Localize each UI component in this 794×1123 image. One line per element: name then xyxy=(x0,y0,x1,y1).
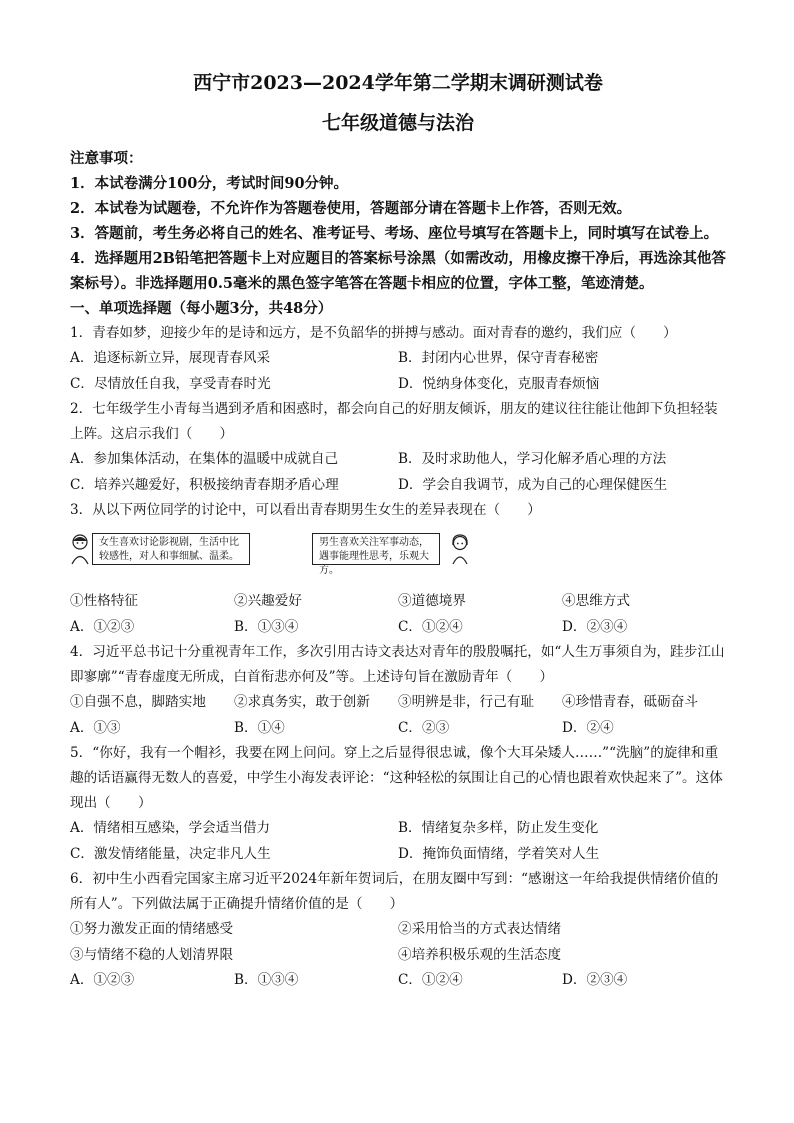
option-d: D．②④ xyxy=(562,719,614,736)
option-d: D．悦纳身体变化，克服青春烦恼 xyxy=(398,375,600,392)
boy-student-icon xyxy=(70,533,90,565)
notice-item-4: 4．选择题用2B铅笔把答题卡上对应题目的答案标号涂黑（如需改动，用橡皮擦干净后，再选涂其他答案标号）。非选择题用0.5毫米的黑色签字笔答在答题卡相应的位置，字体工整，笔迹清楚。 xyxy=(70,250,726,292)
option-b: B．①④ xyxy=(234,719,285,736)
statement-row xyxy=(70,943,726,969)
option-d: D．掩饰负面情绪，学着笑对人生 xyxy=(398,845,600,862)
exam-title: 西宁市2023—2024学年第二学期末调研测试卷 xyxy=(193,72,603,94)
section-heading: 一、单项选择题（每小题3分，共48分） xyxy=(70,300,333,317)
dialogue-figure xyxy=(70,527,726,585)
option-b: B．封闭内心世界，保守青春秘密 xyxy=(398,350,599,366)
statement-1: ①自强不息，脚踏实地 xyxy=(70,694,206,710)
option-d: D．②③④ xyxy=(562,972,628,988)
option-row xyxy=(70,372,726,398)
exam-subtitle: 七年级道德与法治 xyxy=(321,112,474,134)
option-d: D．②③④ xyxy=(562,618,628,635)
statement-2: ②兴趣爱好 xyxy=(234,593,302,609)
notice-item-2: 2．本试卷为试题卷，不允许作为答题卷使用，答题部分请在答题卡上作答，否则无效。 xyxy=(70,200,632,217)
statement-4: ④珍惜青春，砥砺奋斗 xyxy=(562,694,698,710)
option-row xyxy=(70,816,726,842)
option-b: B．①③④ xyxy=(234,972,299,988)
option-a: A．追逐标新立异，展现青春风采 xyxy=(70,350,271,366)
option-row xyxy=(70,842,726,868)
statement-2: ②采用恰当的方式表达情绪 xyxy=(398,921,562,937)
statement-row xyxy=(70,917,726,943)
option-c: C．培养兴趣爱好，积极接纳青春期矛盾心理 xyxy=(70,476,339,493)
speech-bubble-right: 男生喜欢关注军事动态，遇事能理性思考，乐观大方。 xyxy=(312,533,440,565)
option-c: C．尽情放任自我，享受青春时光 xyxy=(70,375,271,392)
notice-item-1: 1．本试卷满分100分，考试时间90分钟。 xyxy=(70,175,349,192)
statement-row xyxy=(70,690,726,716)
statement-3: ③道德境界 xyxy=(398,593,466,609)
question-stem: 1．青春如梦，迎接少年的是诗和远方，是不负韶华的拼搏与感动。面对青春的邀约，我们应（ ） xyxy=(70,325,677,341)
option-row xyxy=(70,968,726,994)
statement-2: ②求真务实，敢于创新 xyxy=(234,694,370,710)
question-stem: 2．七年级学生小青每当遇到矛盾和困惑时，都会向自己的好朋友倾诉，朋友的建议往往能让他卸下负担轻装上阵。这启示我们（ ） xyxy=(70,401,718,442)
exam-page xyxy=(70,70,726,994)
question-stem: 5．“你好，我有一个帽衫，我要在网上问问。穿上之后显得很忠诚，像个大耳朵矮人……”“洗脑”的旋律和重趣的话语赢得无数人的喜爱，中学生小海发表评论：“这种轻松的氛围让自己的心情也跟着欢快起来了”。这体现出（ ） xyxy=(70,745,723,811)
speech-bubble-left: 女生喜欢讨论影视剧，生活中比较感性，对人和事细腻、温柔。 xyxy=(92,533,250,565)
option-row xyxy=(70,716,726,742)
statement-4: ④思维方式 xyxy=(562,593,630,609)
question-stem: 6．初中生小西看完国家主席习近平2024年新年贺词后，在朋友圈中写到：“感谢这一年给我提供情绪价值的所有人”。下列做法属于正确提升情绪价值的是（ ） xyxy=(70,871,719,912)
option-c: C．①②④ xyxy=(398,618,463,635)
option-c: C．激发情绪能量，决定非凡人生 xyxy=(70,845,271,862)
statement-3: ③与情绪不稳的人划清界限 xyxy=(70,946,234,963)
question-stem: 4．习近平总书记十分重视青年工作，多次引用古诗文表达对青年的殷殷嘱托，如“人生万事须自为，跬步江山即寥廓”“青春虚度无所成，白首衔悲亦何及”等。上述诗句旨在激励青年（ ） xyxy=(70,644,725,685)
girl-student-icon xyxy=(450,533,470,565)
option-row xyxy=(70,615,726,641)
option-row xyxy=(70,473,726,499)
option-c: C．②③ xyxy=(398,719,450,736)
option-a: A．①②③ xyxy=(70,972,135,988)
option-c: C．①②④ xyxy=(398,972,463,988)
option-a: A．①②③ xyxy=(70,618,135,635)
option-b: B．及时求助他人，学习化解矛盾心理的方法 xyxy=(398,451,667,467)
option-d: D．学会自我调节，成为自己的心理保健医生 xyxy=(398,476,668,493)
notice-heading: 注意事项： xyxy=(70,150,143,167)
option-a: A．①③ xyxy=(70,719,121,736)
option-row xyxy=(70,447,726,473)
option-a: A．参加集体活动，在集体的温暖中成就自己 xyxy=(70,451,339,467)
statement-1: ①努力激发正面的情绪感受 xyxy=(70,921,234,937)
statement-4: ④培养积极乐观的生活态度 xyxy=(398,946,562,963)
option-b: B．情绪复杂多样，防止发生变化 xyxy=(398,820,599,836)
statement-3: ③明辨是非，行己有耻 xyxy=(398,694,534,710)
notice-item-3: 3．答题前，考生务必将自己的姓名、准考证号、考场、座位号填写在答题卡上，同时填写在试卷上。 xyxy=(70,225,719,242)
statement-1: ①性格特征 xyxy=(70,593,138,609)
question-stem: 3．从以下两位同学的讨论中，可以看出青春期男生女生的差异表现在（ ） xyxy=(70,502,541,518)
option-a: A．情绪相互感染，学会适当借力 xyxy=(70,820,271,836)
option-row xyxy=(70,346,726,372)
option-b: B．①③④ xyxy=(234,618,299,635)
statement-row xyxy=(70,589,726,615)
